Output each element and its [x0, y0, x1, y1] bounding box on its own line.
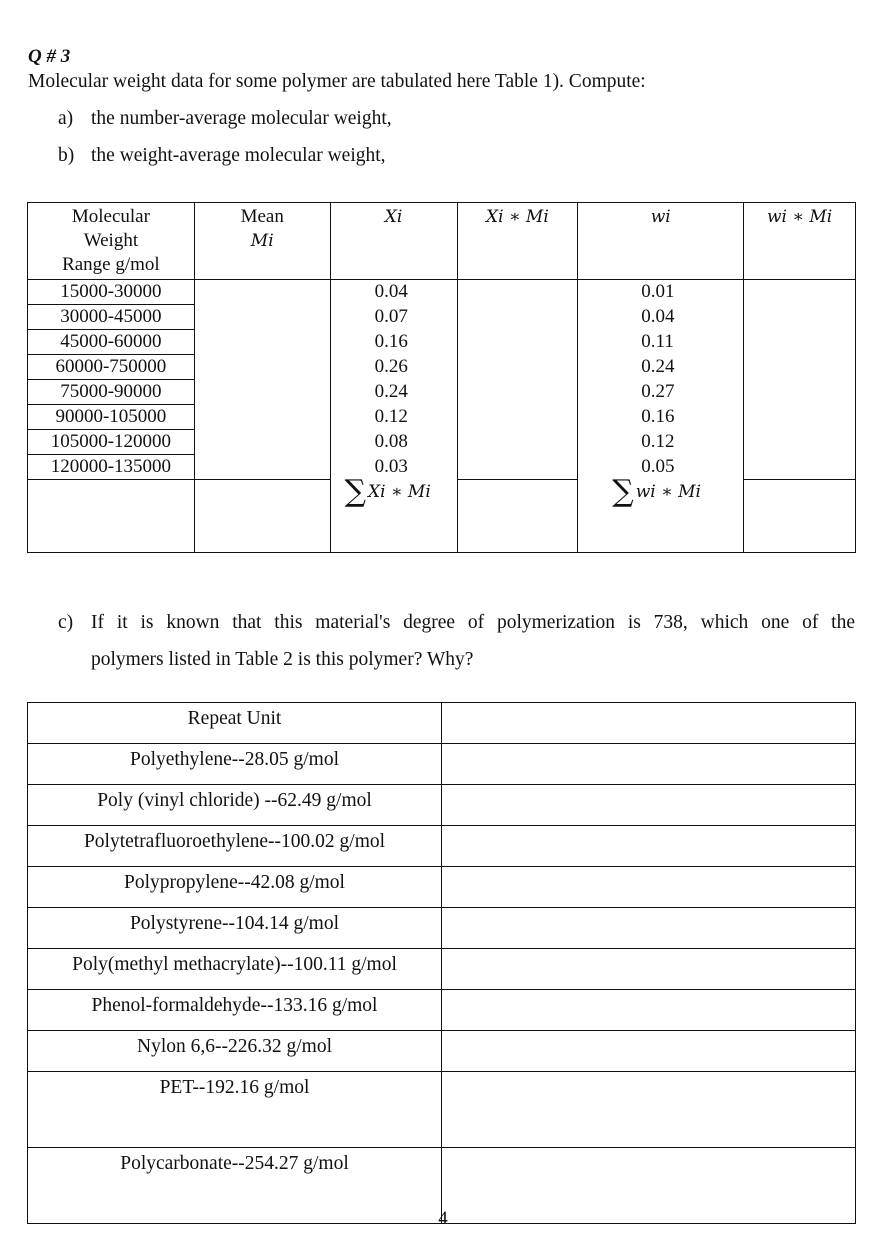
mean-cell: [194, 380, 330, 405]
wi-mi-cell: [744, 305, 856, 330]
wi-mi-cell: [744, 355, 856, 380]
table-row: [28, 455, 856, 480]
item-c-label: c): [58, 612, 74, 633]
xi-cell: 0.16: [330, 330, 457, 355]
polymer-name-cell: Nylon 6,6--226.32 g/mol: [28, 1031, 442, 1072]
item-a-text: the number-average molecular weight,: [91, 108, 392, 129]
answer-cell: [442, 1031, 856, 1072]
table-row: [28, 867, 856, 908]
answer-cell: [442, 703, 856, 744]
header-molecular-weight-range: [28, 203, 195, 280]
wi-cell: 0.24: [578, 355, 744, 380]
mean-cell: [194, 455, 330, 480]
item-c-line1-text: If it is known that this material's degree of polymerization is 738, which one of the: [91, 612, 855, 633]
mean-cell: [194, 280, 330, 305]
table2-header-row: [28, 703, 856, 744]
polymer-name-cell: Phenol-formaldehyde--133.16 g/mol: [28, 990, 442, 1031]
mean-cell: [194, 330, 330, 355]
mean-cell: [194, 305, 330, 330]
table-row: [28, 305, 856, 330]
sum-empty-cell: [457, 480, 578, 553]
item-a: [58, 108, 392, 130]
xi-mi-cell: [457, 305, 578, 330]
item-b: [58, 145, 386, 167]
range-cell: 15000-30000: [28, 280, 195, 305]
answer-cell: [442, 1072, 856, 1148]
wi-cell: 0.11: [578, 330, 744, 355]
xi-mi-cell: [457, 430, 578, 455]
wi-cell: 0.12: [578, 430, 744, 455]
table-row: [28, 785, 856, 826]
polymer-name-cell: Polypropylene--42.08 g/mol: [28, 867, 442, 908]
table-row: [28, 990, 856, 1031]
item-c: [58, 604, 855, 678]
table1-header-row: [28, 203, 856, 280]
sum-symbol: ∑: [612, 473, 634, 509]
sum-wi-mi-cell: [578, 473, 744, 553]
header-mean-mi: [194, 203, 330, 280]
answer-cell: [442, 990, 856, 1031]
xi-cell: 0.08: [330, 430, 457, 455]
table-row: [28, 908, 856, 949]
mean-cell: [194, 405, 330, 430]
table-row: [28, 744, 856, 785]
answer-cell: [442, 744, 856, 785]
repeat-unit-header: Repeat Unit: [28, 703, 442, 744]
range-cell: 90000-105000: [28, 405, 195, 430]
range-cell: 30000-45000: [28, 305, 195, 330]
polymer-name-cell: Polyethylene--28.05 g/mol: [28, 744, 442, 785]
header-mw-line3: Range g/mol: [62, 254, 160, 275]
wi-cell: 0.27: [578, 380, 744, 405]
header-xi: [330, 203, 457, 280]
table-row: [28, 949, 856, 990]
header-wi-mi-text: wi ∗ Mi: [766, 207, 833, 227]
table-row: [28, 280, 856, 305]
item-a-label: a): [58, 108, 74, 129]
item-c-line2: polymers listed in Table 2 is this polymer? Why?: [91, 649, 474, 670]
sum-wi-mi-text: wi ∗ Mi: [635, 481, 701, 502]
xi-cell: 0.26: [330, 355, 457, 380]
range-cell: 45000-60000: [28, 330, 195, 355]
xi-cell: 0.07: [330, 305, 457, 330]
table-row: [28, 330, 856, 355]
answer-cell: [442, 949, 856, 990]
wi-cell: 0.16: [578, 405, 744, 430]
table-row: [28, 380, 856, 405]
wi-cell: 0.01: [578, 280, 744, 305]
mean-cell: [194, 430, 330, 455]
wi-mi-cell: [744, 330, 856, 355]
wi-mi-cell: [744, 430, 856, 455]
polymer-name-cell: Polystyrene--104.14 g/mol: [28, 908, 442, 949]
header-mean-line1: Mean: [240, 206, 284, 227]
sum-empty-cell: [194, 480, 330, 553]
range-cell: 75000-90000: [28, 380, 195, 405]
answer-cell: [442, 826, 856, 867]
xi-mi-cell: [457, 280, 578, 305]
header-mw-line1: Molecular: [71, 206, 150, 227]
answer-cell: [442, 867, 856, 908]
mean-cell: [194, 355, 330, 380]
xi-cell: 0.03: [330, 455, 457, 480]
sum-xi-mi-cell: [330, 473, 457, 553]
table-row: [28, 355, 856, 380]
item-b-text: the weight-average molecular weight,: [91, 145, 386, 166]
wi-cell: 0.04: [578, 305, 744, 330]
sum-symbol: ∑: [344, 473, 367, 509]
table-row: [28, 826, 856, 867]
question-number: Q # 3: [28, 46, 71, 67]
header-wi-text: wi: [650, 207, 671, 227]
question-intro: Molecular weight data for some polymer are tabulated here Table 1). Compute:: [28, 71, 646, 92]
repeat-unit-table: [27, 702, 856, 1224]
range-cell: 60000-750000: [28, 355, 195, 380]
header-wi-mi: [744, 203, 856, 280]
xi-mi-cell: [457, 380, 578, 405]
polymer-name-cell: Poly(methyl methacrylate)--100.11 g/mol: [28, 949, 442, 990]
table-row: [28, 1072, 856, 1148]
sum-empty-cell: [28, 480, 195, 553]
table-row: [28, 405, 856, 430]
header-wi: [578, 203, 744, 280]
answer-cell: [442, 908, 856, 949]
range-cell: 120000-135000: [28, 455, 195, 480]
wi-mi-cell: [744, 380, 856, 405]
xi-cell: 0.12: [330, 405, 457, 430]
item-b-label: b): [58, 145, 75, 166]
header-mw-line2: Weight: [83, 230, 139, 251]
sum-xi-mi-text: Xi ∗ Mi: [368, 481, 431, 502]
polymer-name-cell: Poly (vinyl chloride) --62.49 g/mol: [28, 785, 442, 826]
sum-empty-cell: [744, 480, 856, 553]
page-number: 4: [438, 1208, 448, 1229]
xi-mi-cell: [457, 405, 578, 430]
range-cell: 105000-120000: [28, 430, 195, 455]
polymer-name-cell: PET--192.16 g/mol: [28, 1072, 442, 1148]
table-row: [28, 430, 856, 455]
header-xi-mi-text: Xi ∗ Mi: [486, 207, 549, 227]
wi-mi-cell: [744, 455, 856, 480]
xi-mi-cell: [457, 330, 578, 355]
wi-mi-cell: [744, 405, 856, 430]
wi-cell: 0.05: [578, 455, 744, 480]
item-c-line1: [58, 604, 855, 641]
header-xi-text: Xi: [384, 207, 403, 227]
xi-mi-cell: [457, 455, 578, 480]
header-mean-line2: Mi: [250, 231, 274, 251]
wi-mi-cell: [744, 280, 856, 305]
polymer-name-cell: Polycarbonate--254.27 g/mol: [28, 1148, 442, 1224]
xi-cell: 0.04: [330, 280, 457, 305]
table1-sum-row: [28, 480, 856, 553]
xi-cell: 0.24: [330, 380, 457, 405]
xi-mi-cell: [457, 355, 578, 380]
molecular-weight-table: [27, 202, 856, 553]
answer-cell: [442, 785, 856, 826]
header-xi-mi: [457, 203, 578, 280]
polymer-name-cell: Polytetrafluoroethylene--100.02 g/mol: [28, 826, 442, 867]
table-row: [28, 1031, 856, 1072]
